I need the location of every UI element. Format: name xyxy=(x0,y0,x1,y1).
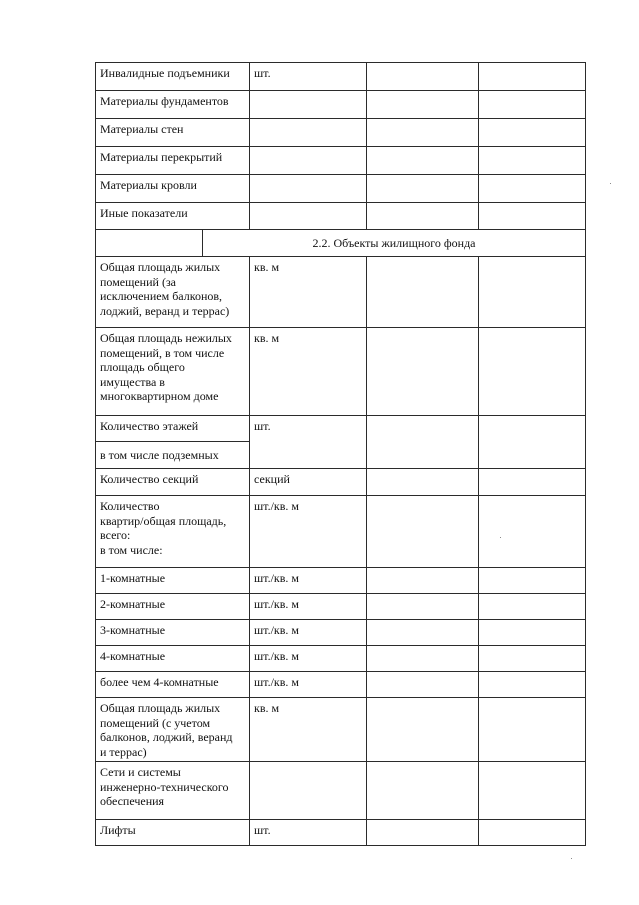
unit-cell: секций xyxy=(250,469,367,496)
floors-underground-label: в том числе подземных xyxy=(96,442,250,469)
value-cell xyxy=(367,63,479,91)
floors-unit-cell: шт. xyxy=(250,416,367,469)
scan-speck xyxy=(610,183,611,184)
indicator-label: Лифты xyxy=(96,820,250,846)
value-cell xyxy=(479,698,586,762)
table-row xyxy=(96,620,586,646)
value-cell xyxy=(367,257,479,328)
indicator-label: Материалы стен xyxy=(96,119,250,147)
indicator-label: Материалы перекрытий xyxy=(96,147,250,175)
table-row xyxy=(96,91,586,119)
value-cell xyxy=(479,820,586,846)
value-cell xyxy=(479,620,586,646)
unit-cell: кв. м xyxy=(250,698,367,762)
unit-cell: шт./кв. м xyxy=(250,496,367,568)
value-cell xyxy=(479,568,586,594)
indicator-label: Общая площадь нежилых помещений, в том числе площадь общего имущества в многоквартирном доме xyxy=(96,328,250,416)
value-cell xyxy=(367,620,479,646)
indicator-label: Количество квартир/общая площадь, всего: в том числе: xyxy=(96,496,250,568)
unit-cell: кв. м xyxy=(250,257,367,328)
table-row xyxy=(96,63,586,91)
value-cell xyxy=(367,203,479,230)
value-cell xyxy=(479,672,586,698)
indicator-label: Инвалидные подъемники xyxy=(96,63,250,91)
indicator-label: 3-комнатные xyxy=(96,620,250,646)
value-cell xyxy=(367,672,479,698)
value-cell xyxy=(479,496,586,568)
value-cell xyxy=(367,496,479,568)
value-cell xyxy=(479,147,586,175)
table-row xyxy=(96,147,586,175)
indicator-label: Сети и системы инженерно-технического обеспечения xyxy=(96,762,250,820)
unit-cell: шт./кв. м xyxy=(250,672,367,698)
indicator-label: 2-комнатные xyxy=(96,594,250,620)
value-cell xyxy=(479,328,586,416)
unit-cell: шт./кв. м xyxy=(250,646,367,672)
value-cell xyxy=(479,63,586,91)
table-row xyxy=(96,698,586,762)
value-cell xyxy=(479,175,586,203)
value-cell xyxy=(479,416,586,469)
scan-speck xyxy=(500,537,501,538)
unit-cell: шт./кв. м xyxy=(250,620,367,646)
value-cell xyxy=(479,762,586,820)
value-cell xyxy=(367,820,479,846)
value-cell xyxy=(479,257,586,328)
table-row xyxy=(96,594,586,620)
indicators-table xyxy=(95,62,586,846)
table-row xyxy=(96,119,586,147)
value-cell xyxy=(367,646,479,672)
value-cell xyxy=(367,328,479,416)
floors-label: Количество этажей xyxy=(96,416,250,442)
value-cell xyxy=(367,91,479,119)
section-heading: 2.2. Объекты жилищного фонда xyxy=(203,230,586,257)
value-cell xyxy=(479,594,586,620)
table-row xyxy=(96,762,586,820)
value-cell xyxy=(367,568,479,594)
value-cell xyxy=(479,91,586,119)
value-cell xyxy=(367,175,479,203)
scan-speck xyxy=(571,858,572,859)
indicator-label: 4-комнатные xyxy=(96,646,250,672)
unit-cell: кв. м xyxy=(250,328,367,416)
value-cell xyxy=(367,147,479,175)
unit-cell xyxy=(250,119,367,147)
value-cell xyxy=(367,762,479,820)
empty-cell xyxy=(96,230,203,257)
table-row xyxy=(96,496,586,568)
table-row xyxy=(96,328,586,416)
table-row xyxy=(96,416,586,442)
section-heading-row xyxy=(96,230,586,257)
value-cell xyxy=(367,594,479,620)
table-row xyxy=(96,672,586,698)
unit-cell xyxy=(250,91,367,119)
value-cell xyxy=(367,469,479,496)
value-cell xyxy=(367,416,479,469)
unit-cell: шт./кв. м xyxy=(250,568,367,594)
indicators-table-body xyxy=(96,63,586,846)
unit-cell xyxy=(250,147,367,175)
indicator-label: Количество секций xyxy=(96,469,250,496)
table-row xyxy=(96,203,586,230)
value-cell xyxy=(479,469,586,496)
table-row xyxy=(96,257,586,328)
unit-cell xyxy=(250,762,367,820)
indicator-label: Иные показатели xyxy=(96,203,250,230)
value-cell xyxy=(479,119,586,147)
unit-cell xyxy=(250,203,367,230)
indicator-label: Материалы кровли xyxy=(96,175,250,203)
value-cell xyxy=(479,646,586,672)
table-row xyxy=(96,646,586,672)
value-cell xyxy=(479,203,586,230)
table-row xyxy=(96,175,586,203)
value-cell xyxy=(367,698,479,762)
unit-cell: шт. xyxy=(250,63,367,91)
unit-cell xyxy=(250,175,367,203)
indicator-label: 1-комнатные xyxy=(96,568,250,594)
indicator-label: Общая площадь жилых помещений (с учетом балконов, лоджий, веранд и террас) xyxy=(96,698,250,762)
value-cell xyxy=(367,119,479,147)
table-row xyxy=(96,820,586,846)
table-row xyxy=(96,469,586,496)
indicator-label: Общая площадь жилых помещений (за исключением балконов, лоджий, веранд и террас) xyxy=(96,257,250,328)
table-row xyxy=(96,568,586,594)
unit-cell: шт./кв. м xyxy=(250,594,367,620)
indicator-label: Материалы фундаментов xyxy=(96,91,250,119)
unit-cell: шт. xyxy=(250,820,367,846)
indicator-label: более чем 4-комнатные xyxy=(96,672,250,698)
